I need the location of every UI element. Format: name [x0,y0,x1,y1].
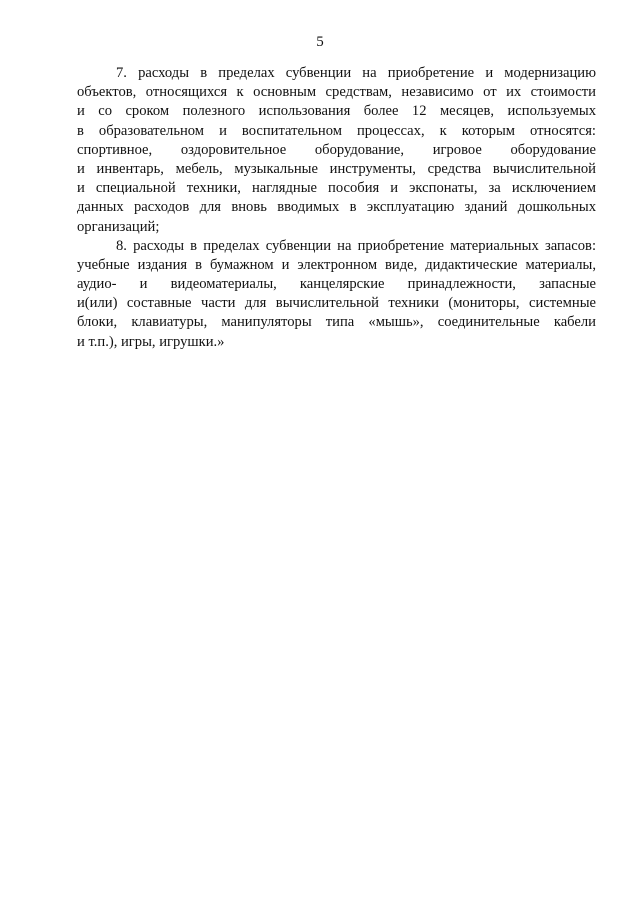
text-line: организаций; [77,218,160,235]
text-line: учебные издания в бумажном и электронном виде, дидактические материалы, [77,256,596,273]
text-line: 8. расходы в пределах субвенции на приобретение материальных запасов: [116,237,596,254]
text-line: блоки, клавиатуры, манипуляторы типа «мышь», соединительные кабели [77,314,596,331]
text-line: спортивное, оздоровительное оборудование, игровое оборудование [77,141,596,158]
document-body [77,64,596,352]
text-line: 7. расходы в пределах субвенции на приобретение и модернизацию [116,65,596,81]
text-line: данных расходов для вновь вводимых в эксплуатацию зданий дошкольных [77,199,596,216]
page-number: 5 [316,34,324,50]
text-line: аудио- и видеоматериалы, канцелярские принадлежности, запасные [77,276,596,293]
paragraph-item-8 [77,237,596,352]
text-line: и со сроком полезного использования более 12 месяцев, используемых [77,103,596,120]
text-line: и инвентарь, мебель, музыкальные инструменты, средства вычислительной [77,160,596,177]
text-line: и т.п.), игры, игрушки.» [77,333,225,350]
text-line: в образовательном и воспитательном процессах, к которым относятся: [77,122,596,139]
text-line: и специальной техники, наглядные пособия и экспонаты, за исключением [77,180,596,197]
text-line: и(или) составные части для вычислительной техники (мониторы, системные [77,295,596,312]
paragraph-item-7 [77,64,596,237]
text-line: объектов, относящихся к основным средствам, независимо от их стоимости [77,84,596,101]
